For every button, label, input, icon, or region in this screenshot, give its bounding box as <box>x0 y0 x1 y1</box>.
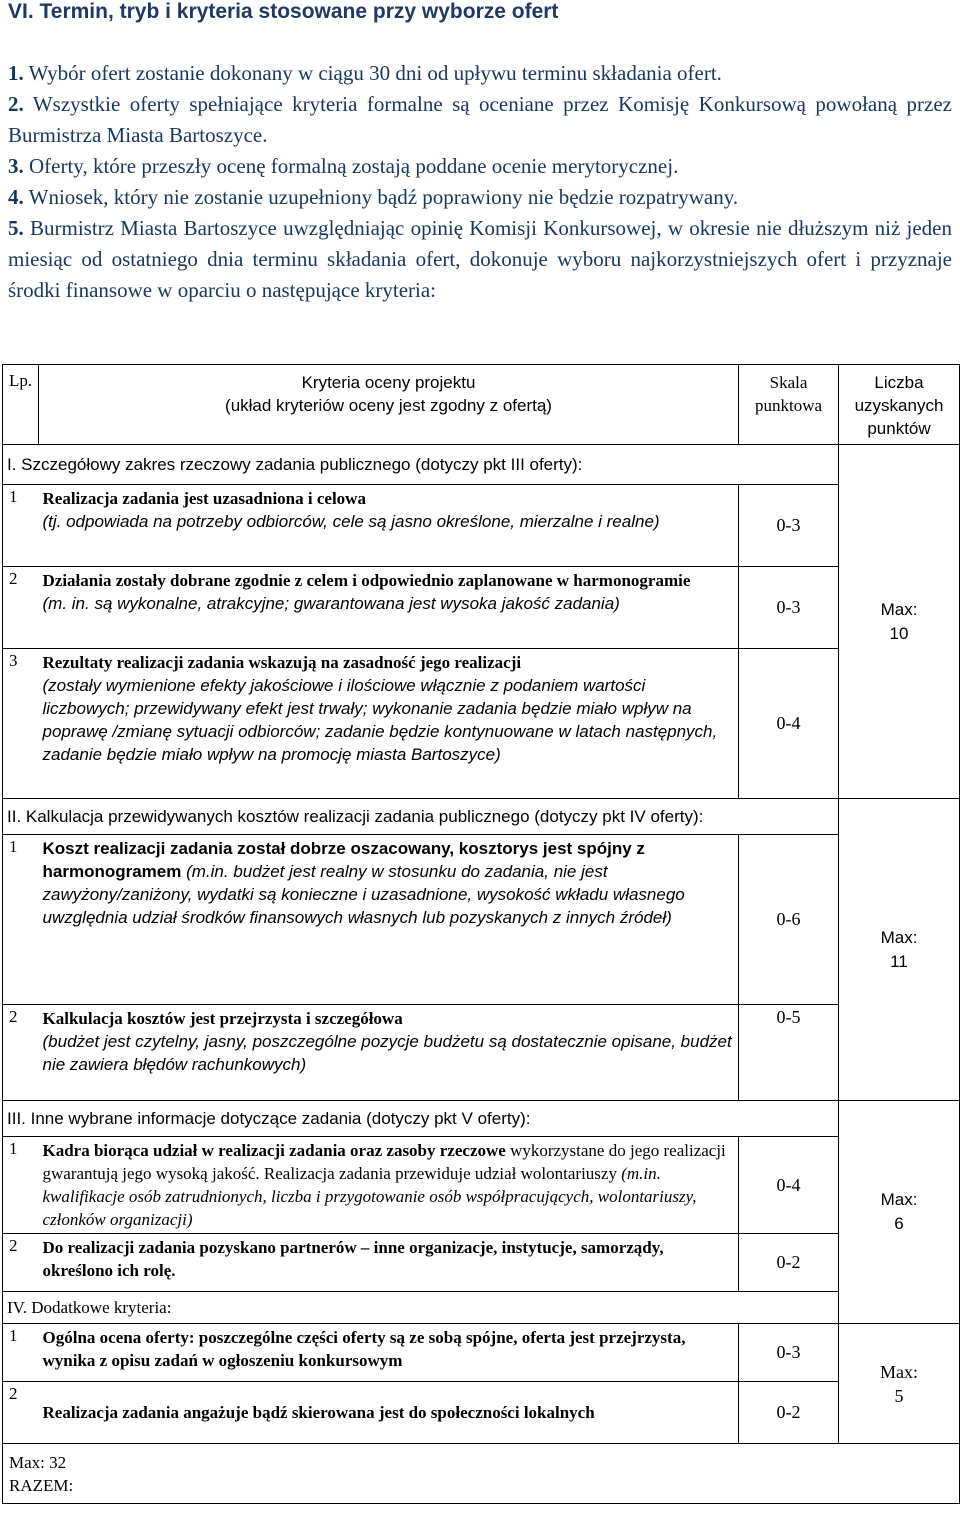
row-lp: 1 <box>3 1137 39 1234</box>
header-points: Liczba uzyskanych punktów <box>839 365 960 445</box>
table-row <box>3 1005 960 1101</box>
rule-item: 2. Wszystkie oferty spełniające kryteria formalne są oceniane przez Komisję Konkursową powołaną przez Burmistrza Miasta Bartoszyce. <box>8 92 952 147</box>
total-row <box>3 1444 960 1504</box>
section-title: I. Szczegółowy zakres rzeczowy zadania publicznego (dotyczy pkt III oferty): <box>3 445 839 485</box>
header-criteria: Kryteria oceny projektu (układ kryteriów oceny jest zgodny z ofertą) <box>39 365 739 445</box>
row-lp: 1 <box>3 1324 39 1382</box>
table-header-row <box>3 365 960 445</box>
row-scale: 0-3 <box>739 485 839 567</box>
table-row <box>3 567 960 649</box>
row-scale: 0-6 <box>739 835 839 1005</box>
rule-item: 5. Burmistrz Miasta Bartoszyce uwzględniając opinię Komisji Konkursowej, w okresie nie dłuższym niż jeden miesiąc od ostatniego dnia terminu składania ofert, dokonuje wyboru najkorzystniejszych ofert i przyznaje środki finansowe w oparciu o następujące kryteria: <box>8 216 953 302</box>
row-lp: 3 <box>3 649 39 799</box>
table-row <box>3 835 960 1005</box>
section-title: III. Inne wybrane informacje dotyczące zadania (dotyczy pkt V oferty): <box>3 1101 839 1137</box>
section-title-row <box>3 1292 960 1324</box>
section-title-row <box>3 1101 960 1137</box>
table-row <box>3 1234 960 1292</box>
row-description: Działania zostały dobrane zgodnie z celem i odpowiednio zaplanowane w harmonogramie (m. in. są wykonalne, atrakcyjne; gwarantowana jest wysoka jakość zadania) <box>39 567 739 649</box>
rules-list <box>8 58 952 306</box>
rule-item: 4. Wniosek, który nie zostanie uzupełniony bądź poprawiony nie będzie rozpatrywany. <box>8 185 739 209</box>
criteria-table <box>2 364 960 1504</box>
row-description: Kalkulacja kosztów jest przejrzysta i szczegółowa (budżet jest czytelny, jasny, poszczególne pozycje budżetu są dostatecznie opisane, budżet nie zawiera błędów rachunkowych) <box>39 1005 739 1101</box>
row-scale: 0-4 <box>739 649 839 799</box>
header-lp: Lp. <box>3 365 39 445</box>
row-lp: 2 <box>3 1382 39 1444</box>
table-row <box>3 649 960 799</box>
row-lp: 1 <box>3 485 39 567</box>
rule-item: 3. Oferty, które przeszły ocenę formalną zostają poddane ocenie merytorycznej. <box>8 154 679 178</box>
row-description: Realizacja zadania jest uzasadniona i celowa (tj. odpowiada na potrzeby odbiorców, cele są jasno określone, mierzalne i realne) <box>39 485 739 567</box>
row-lp: 2 <box>3 567 39 649</box>
row-lp: 1 <box>3 835 39 1005</box>
max-cell: Max: 10 <box>839 445 960 799</box>
row-description: Do realizacji zadania pozyskano partnerów – inne organizacje, instytucje, samorządy, określono ich rolę. <box>39 1234 739 1292</box>
section-heading: VI. Termin, tryb i kryteria stosowane przy wyborze ofert <box>8 0 559 23</box>
row-scale: 0-3 <box>739 1324 839 1382</box>
row-scale: 0-3 <box>739 567 839 649</box>
row-scale: 0-5 <box>739 1005 839 1101</box>
row-description: Realizacja zadania angażuje bądź skierowana jest do społeczności lokalnych <box>39 1382 739 1444</box>
section-title-row <box>3 445 960 485</box>
max-cell: Max: 5 <box>839 1324 960 1444</box>
table-row <box>3 1382 960 1444</box>
section-title: II. Kalkulacja przewidywanych kosztów realizacji zadania publicznego (dotyczy pkt IV oferty): <box>3 799 839 835</box>
row-scale: 0-4 <box>739 1137 839 1234</box>
rule-item: 1. Wybór ofert zostanie dokonany w ciągu 30 dni od upływu terminu składania ofert. <box>8 61 722 85</box>
max-cell: Max: 11 <box>839 799 960 1101</box>
table-row <box>3 1324 960 1382</box>
table-row <box>3 1137 960 1234</box>
row-lp: 2 <box>3 1234 39 1292</box>
row-description: Ogólna ocena oferty: poszczególne części oferty są ze sobą spójne, oferta jest przejrzysta, wynika z opisu zadań w ogłoszeniu konkursowym <box>39 1324 739 1382</box>
row-scale: 0-2 <box>739 1382 839 1444</box>
table-row <box>3 485 960 567</box>
row-description: Kadra biorąca udział w realizacji zadania oraz zasoby rzeczowe wykorzystane do jego realizacji gwarantują jego wysoką jakość. Realizacja zadania przewiduje udział wolontariuszy (m.in. kwalifikacje osób zatrudnionych, liczba i przygotowanie osób współpracujących, wolontariuszy, członków organizacji) <box>39 1137 739 1234</box>
row-lp: 2 <box>3 1005 39 1101</box>
row-description: Koszt realizacji zadania został dobrze oszacowany, kosztorys jest spójny z harmonogramem (m.in. budżet jest realny w stosunku do zadania, nie jest zawyżony/zaniżony, wydatki są konieczne i uzasadnione, wysokość wkładu własnego uwzględnia udział środków finansowych własnych lub pozyskanych z innych źródeł) <box>39 835 739 1005</box>
row-description: Rezultaty realizacji zadania wskazują na zasadność jego realizacji (zostały wymienione efekty jakościowe i ilościowe włącznie z podaniem wartości liczbowych; przewidywany efekt jest trwały; wykonanie zadania będzie miało wpływ na poprawę /zmianę sytuacji odbiorców; zadanie będzie kontynuowane w latach następnych, zadanie będzie miało wpływ na promocję miasta Bartoszyce) <box>39 649 739 799</box>
section-title: IV. Dodatkowe kryteria: <box>3 1292 839 1324</box>
header-scale: Skala punktowa <box>739 365 839 445</box>
section-title-row <box>3 799 960 835</box>
total-cell: Max: 32 RAZEM: <box>3 1444 960 1504</box>
max-cell: Max: 6 <box>839 1101 960 1324</box>
row-scale: 0-2 <box>739 1234 839 1292</box>
